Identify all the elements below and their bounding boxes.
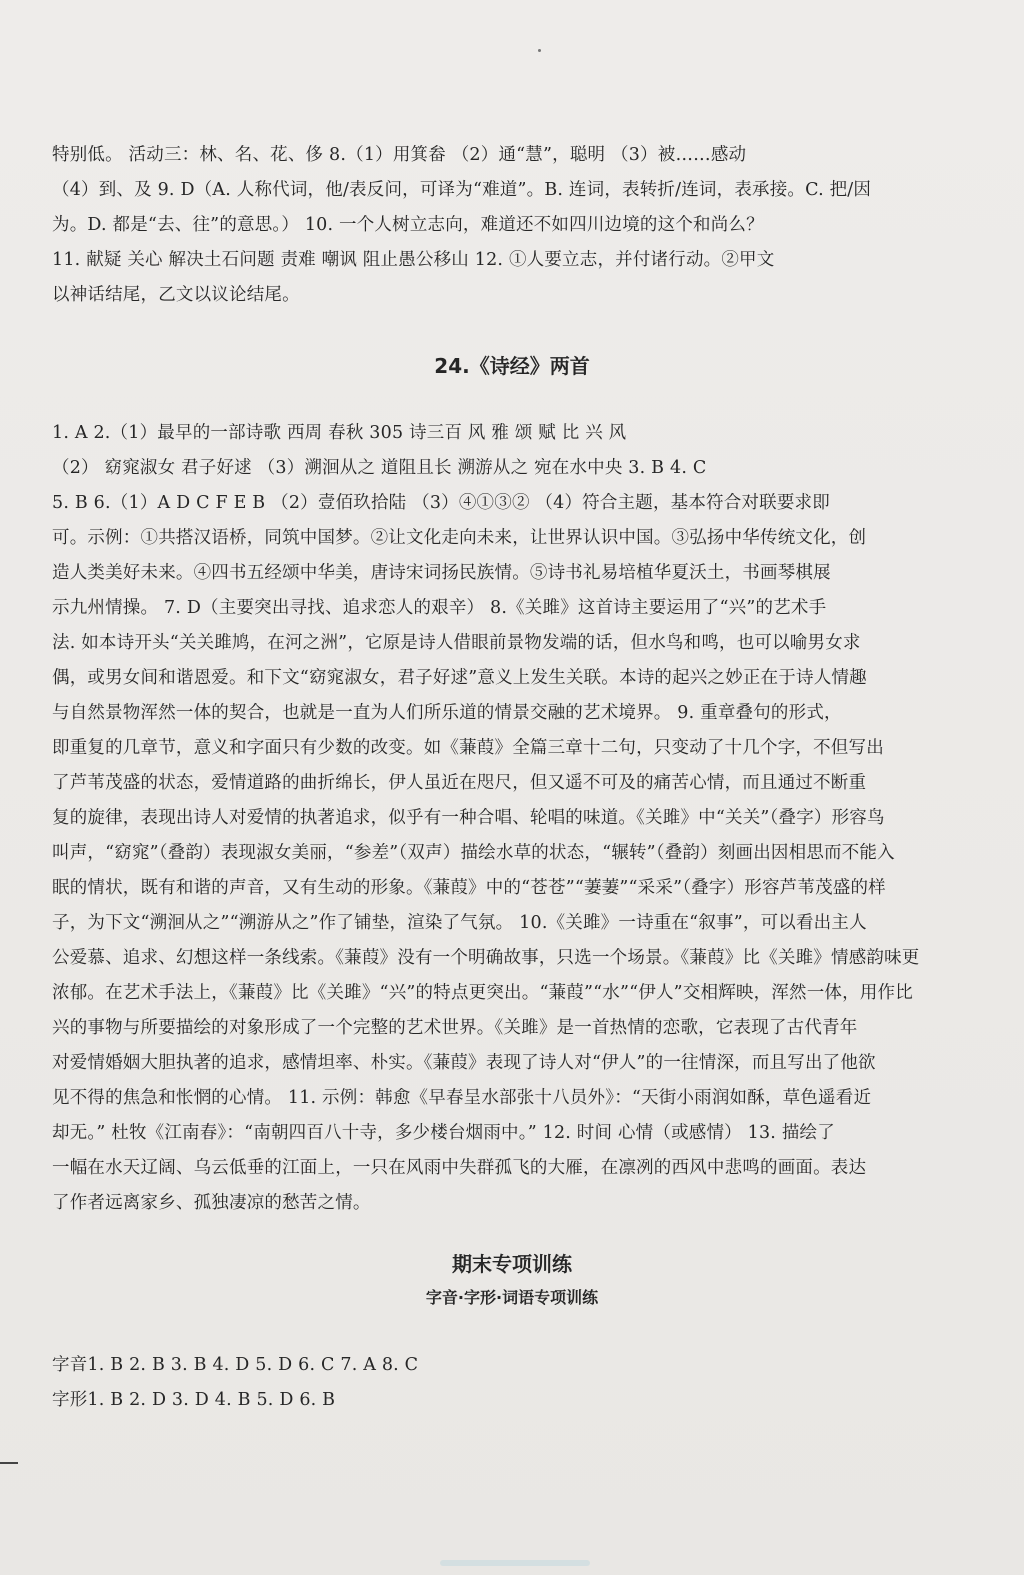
answer-line: 5. B 6.（1）A D C F E B （2）壹佰玖拾陆 （3）④①③② （4）符合主题，基本符合对联要求即 [52, 493, 830, 513]
final-training-title: 期末专项训练 [452, 1252, 572, 1276]
answer-line: 一幅在水天辽阔、乌云低垂的江面上，一只在风雨中失群孤飞的大雁，在凛冽的西风中悲鸣的画面。表达 [52, 1158, 867, 1178]
section-24-title: 24.《诗经》两首 [434, 354, 590, 378]
answer-line: 叫声，“窈窕”（叠韵）表现淑女美丽，“参差”（双声）描绘水草的状态，“辗转”（叠韵）刻画出因相思而不能入 [52, 843, 895, 863]
answer-line: 眠的情状，既有和谐的声音，又有生动的形象。《蒹葭》中的“苍苍”“萋萋”“采采”（叠字）形容芦苇茂盛的样 [52, 878, 886, 898]
answer-line: 复的旋律，表现出诗人对爱情的执著追求，似乎有一种合唱、轮唱的味道。《关雎》中“关关”（叠字）形容鸟 [52, 808, 885, 828]
answer-line: 子，为下文“溯洄从之”“溯游从之”作了铺垫，渲染了气氛。 10.《关雎》一诗重在“叙事”，可以看出主人 [52, 913, 867, 933]
answer-line: 以神话结尾，乙文以议论结尾。 [52, 285, 300, 305]
answer-line: 却无。” 杜牧《江南春》：“南朝四百八十寺，多少楼台烟雨中。” 12. 时间 心情（或感情） 13. 描绘了 [52, 1123, 835, 1143]
section-24-answers [52, 416, 952, 1221]
answer-line: 即重复的几章节，意义和字面只有少数的改变。如《蒹葭》全篇三章十二句，只变动了十几个字，不但写出 [52, 738, 884, 758]
answer-line: 法. 如本诗开头“关关雎鸠，在河之洲”，它原是诗人借眼前景物发端的话，但水鸟和鸣，也可以喻男女求 [52, 633, 861, 653]
bottom-color-strip [440, 1560, 590, 1566]
final-training-subtitle: 字音·字形·词语专项训练 [425, 1288, 599, 1307]
answer-line: （2） 窈窕淑女 君子好逑 （3）溯洄从之 道阻且长 溯游从之 宛在水中央 3. B 4. C [52, 458, 707, 478]
answer-line: 偶，或男女间和谐恩爱。和下文“窈窕淑女，君子好逑”意义上发生关联。本诗的起兴之妙正在于诗人情趣 [52, 668, 867, 688]
answer-line: 11. 献疑 关心 解决土石问题 责难 嘲讽 阻止愚公移山 12. ①人要立志，并付诸行动。②甲文 [52, 250, 775, 270]
previous-lesson-answers [52, 138, 952, 313]
answer-line: 了芦苇茂盛的状态，爱情道路的曲折绵长，伊人虽近在咫尺，但又遥不可及的痛苦心情，而且通过不断重 [52, 773, 867, 793]
answer-line: 可。示例：①共搭汉语桥，同筑中国梦。②让文化走向未来，让世界认识中国。③弘扬中华传统文化，创 [52, 528, 867, 548]
answer-line: 对爱情婚姻大胆执著的追求，感情坦率、朴实。《蒹葭》表现了诗人对“伊人”的一往情深，而且写出了他欲 [52, 1053, 876, 1073]
answer-line: 示九州情操。 7. D（主要突出寻找、追求恋人的艰辛） 8.《关雎》这首诗主要运用了“兴”的艺术手 [52, 598, 827, 618]
print-dot-mark [538, 49, 541, 52]
answer-line: （4）到、及 9. D（A. 人称代词，他/表反问，可译为“难道”。B. 连词，表转折/连词，表承接。C. 把/因 [52, 180, 872, 200]
answer-line: 与自然景物浑然一体的契合，也就是一直为人们所乐道的情景交融的艺术境界。 9. 重章叠句的形式， [52, 703, 842, 723]
answer-line: 浓郁。在艺术手法上，《蒹葭》比《关雎》“兴”的特点更突出。“蒹葭”“水”“伊人”交相辉映，浑然一体，用作比 [52, 983, 913, 1003]
answer-line: 公爱慕、追求、幻想这样一条线索。《蒹葭》没有一个明确故事，只选一个场景。《蒹葭》比《关雎》情感韵味更 [52, 948, 920, 968]
answer-line: 为。D. 都是“去、往”的意思。） 10. 一个人树立志向，难道还不如四川边境的这个和尚么？ [52, 215, 764, 235]
answer-line: 造人类美好未来。④四书五经颂中华美，唐诗宋词扬民族情。⑤诗书礼易培植华夏沃土，书画琴棋展 [52, 563, 831, 583]
answer-line: 见不得的焦急和怅惘的心情。 11. 示例：韩愈《早春呈水部张十八员外》：“天街小雨润如酥，草色遥看近 [52, 1088, 872, 1108]
answer-line: 了作者远离家乡、孤独凄凉的愁苦之情。 [52, 1193, 371, 1213]
answer-line: 兴的事物与所要描绘的对象形成了一个完整的艺术世界。《关雎》是一首热情的恋歌，它表现了古代青年 [52, 1018, 858, 1038]
final-training-answers [52, 1348, 952, 1418]
answer-line: 1. A 2.（1）最早的一部诗歌 西周 春秋 305 诗三百 风 雅 颂 赋 比 兴 风 [52, 423, 627, 443]
answer-line: 特别低。 活动三：林、名、花、侈 8.（1）用箕畚 （2）通“慧”，聪明 （3）被……感动 [52, 145, 747, 165]
page-edge-mark [0, 1462, 18, 1464]
answer-line: 字音1. B 2. B 3. B 4. D 5. D 6. C 7. A 8. C [52, 1355, 419, 1375]
answer-line: 字形1. B 2. D 3. D 4. B 5. D 6. B [52, 1390, 336, 1410]
